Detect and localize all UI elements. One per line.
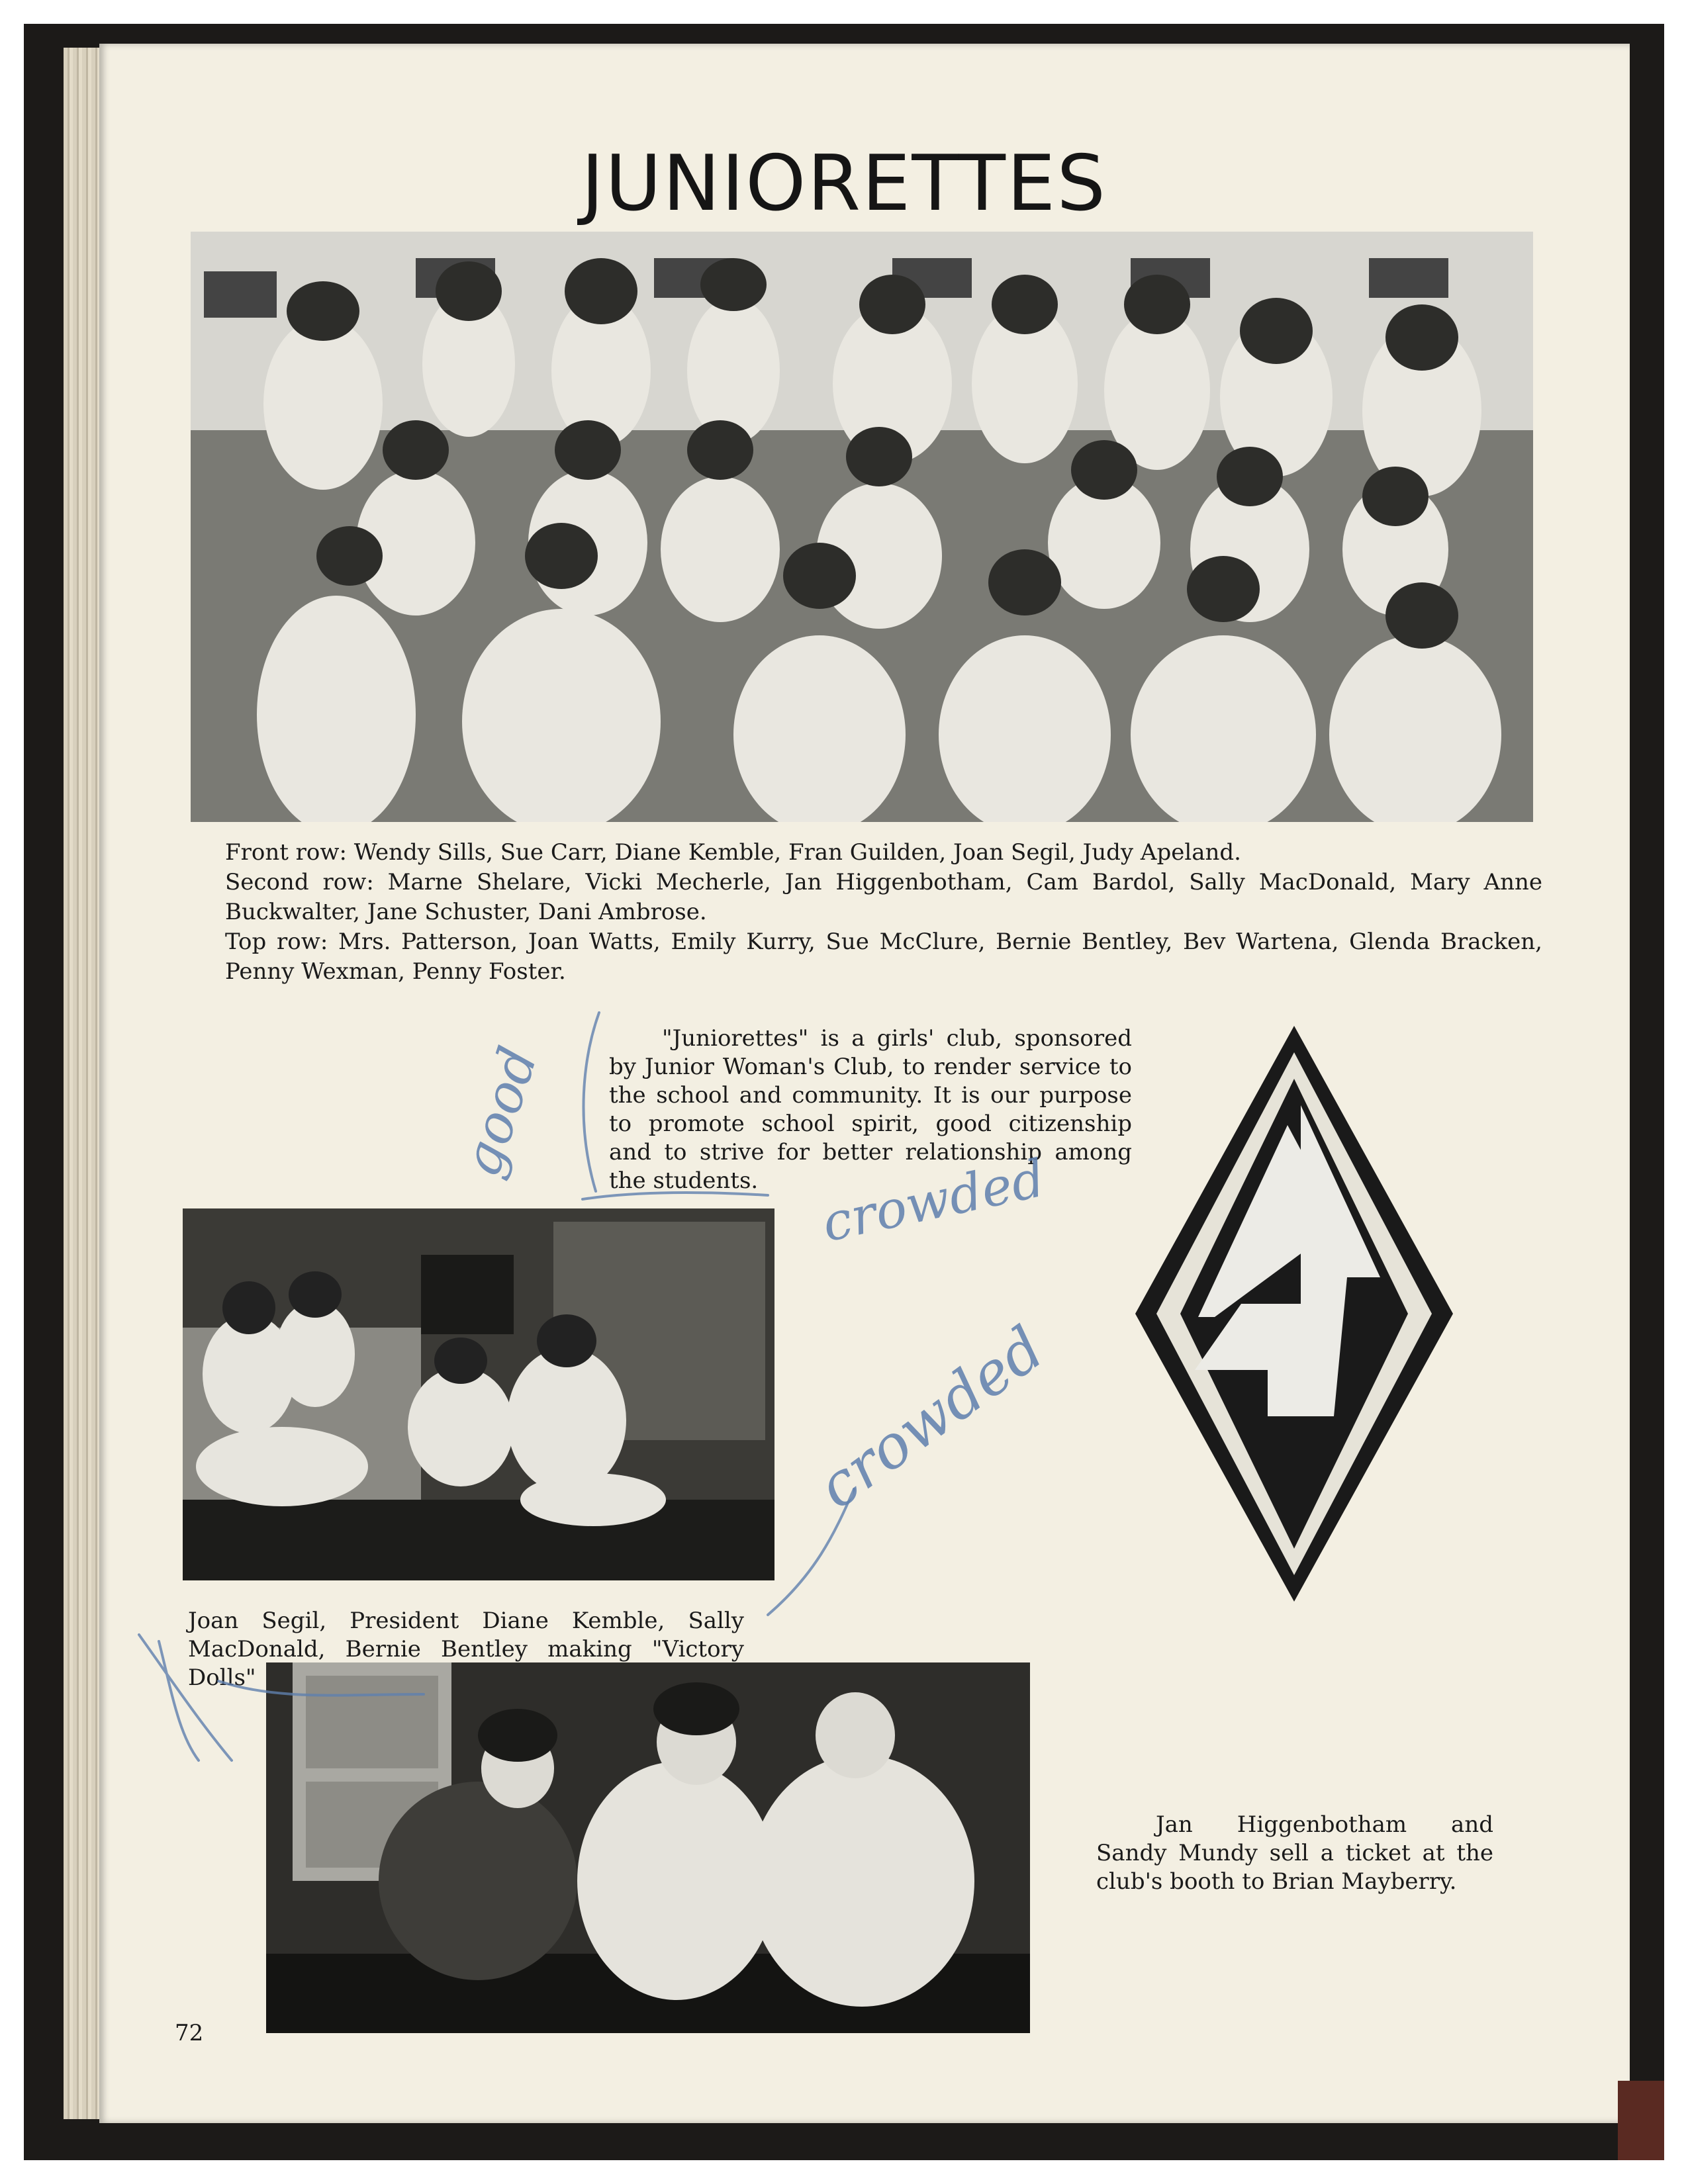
- handwritten-note-crowded-1: crowded: [817, 1148, 1051, 1254]
- handwritten-note-good: good: [450, 1039, 549, 1184]
- group-photo-caption: [225, 838, 1542, 987]
- caption-top-row: Top row: Mrs. Patterson, Joan Watts, Emily Kurry, Sue McClure, Bernie Bentley, Bev Wartena, Glenda Bracken, Penny Wexman, Penny Foster.: [225, 929, 1542, 985]
- club-emblem: [1135, 1026, 1453, 1602]
- victory-dolls-caption: Joan Segil, President Diane Kemble, Sally MacDonald, Bernie Bentley making "Victory Dolls": [188, 1608, 744, 1691]
- page-title: JUNIORETTES: [581, 139, 1107, 228]
- ticket-booth-caption: Jan Higgenbotham and Sandy Mundy sell a ticket at the club's booth to Brian Mayberry.: [1096, 1811, 1493, 1895]
- victory-dolls-photo: [183, 1208, 774, 1580]
- caption-second-row: Second row: Marne Shelare, Vicki Mecherle, Jan Higgenbotham, Cam Bardol, Sally MacDonald, Mary Anne Buckwalter, Jane Schuster, Dani Ambrose.: [225, 869, 1542, 925]
- club-description: "Juniorettes" is a girls' club, sponsored by Junior Woman's Club, to render service to the school and community. It is our purpose to promote school spirit, good citizenship and to strive for better relationship among the students.: [609, 1025, 1132, 1194]
- book-cover-corner: [1618, 2081, 1664, 2160]
- caption-front-row: Front row: Wendy Sills, Sue Carr, Diane Kemble, Fran Guilden, Joan Segil, Judy Apeland.: [225, 839, 1241, 866]
- handwritten-note-crowded-2: crowded: [805, 1313, 1057, 1523]
- page-number: 72: [175, 2020, 204, 2046]
- ticket-booth-photo: [266, 1662, 1030, 2033]
- group-photo: [191, 232, 1533, 822]
